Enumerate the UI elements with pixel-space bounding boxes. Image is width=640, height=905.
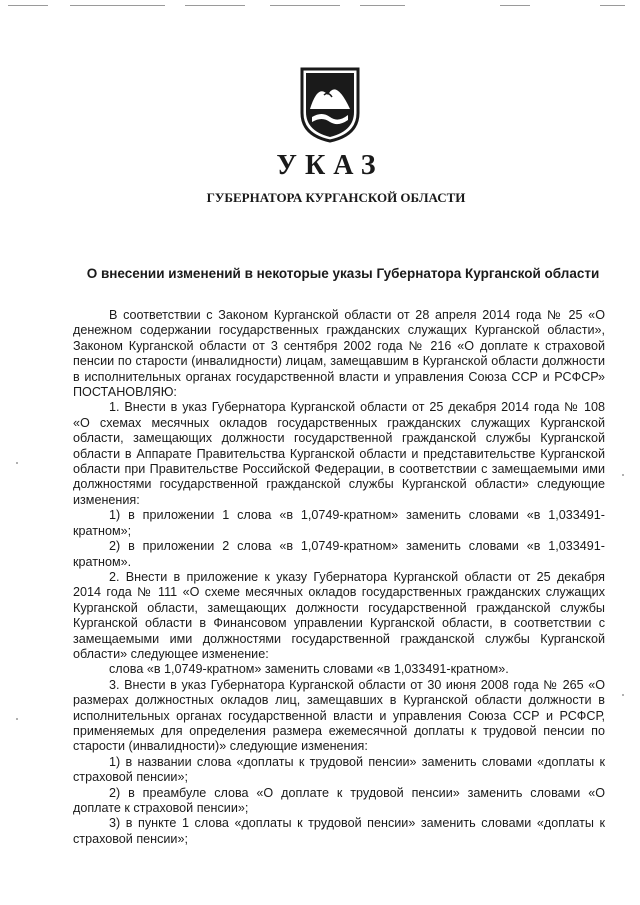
scan-header-artifact [0,2,640,12]
coat-of-arms-emblem [298,65,362,143]
item-3-paragraph: 3. Внести в указ Губернатора Курганской области от 30 июня 2008 года № 265 «О размерах должностных окладов лиц, замещавших в Курганской области должности в исполнительных органах государственной власти и управления Союза ССР и РСФСР, применяемых для определения размера ежемесячной доплаты к трудовой пенсии по старости (инвалидности)» следующие изменения: [73,677,605,754]
scan-speck [16,462,18,464]
item-3-1-paragraph: 1) в названии слова «доплаты к трудовой пенсии» заменить словами «доплаты к страховой пенсии»; [73,754,605,785]
scan-speck [16,718,18,720]
item-2-paragraph: 2. Внести в приложение к указу Губернатора Курганской области от 25 декабря 2014 года № 111 «О схеме месячных окладов государственных гражданских служащих Курганской области, замещающих должности государственной гражданской службы Курганской области в Финансовом управлении Курганской области, в соответствии с замещаемыми ими должностями государственной гражданской службы Курганской области» следующее изменение: [73,569,605,661]
decree-subject: О внесении изменений в некоторые указы Губернатора Курганской области [86,266,600,281]
item-1-2-paragraph: 2) в приложении 2 слова «в 1,0749-кратном» заменить словами «в 1,033491-кратном». [73,539,605,569]
item-2-change-paragraph: слова «в 1,0749-кратном» заменить словами «в 1,033491-кратном». [109,662,509,677]
preamble-paragraph: В соответствии с Законом Курганской области от 28 апреля 2014 года № 25 «О денежном содержании государственных гражданских служащих Курганской области», Законом Курганской области от 3 сентября 2002 года № 216 «О доплате к страховой пенсии по старости (инвалидности) лицам, замещавшим в Курганской области должности в исполнительных органах государственной власти и управления Союза ССР и РСФСР» ПОСТАНОВЛЯЮ: [73,308,605,400]
scan-speck [622,694,624,696]
issuer-title: ГУБЕРНАТОРА КУРГАНСКОЙ ОБЛАСТИ [206,190,466,205]
decree-body [73,308,605,847]
item-3-3-paragraph: 3) в пункте 1 слова «доплаты к трудовой пенсии» заменить словами «доплаты к страховой пенсии»; [73,816,605,846]
item-1-1-paragraph: 1) в приложении 1 слова «в 1,0749-кратном» заменить словами «в 1,033491-кратном»; [73,508,605,538]
item-3-2-paragraph: 2) в преамбуле слова «О доплате к трудовой пенсии» заменить словами «О доплате к страховой пенсии»; [73,785,605,815]
scan-speck [622,474,624,476]
item-1-paragraph: 1. Внести в указ Губернатора Курганской области от 25 декабря 2014 года № 108 «О схемах месячных окладов государственных гражданских служащих Курганской области, замещающих должности государственной гражданской службы Курганской области в Аппарате Правительства Курганской области и представительстве Курганской области при Правительстве Российской Федерации, в соответствии с замещаемыми ими должностями государственной гражданской службы Курганской области» следующие изменения: [73,400,605,507]
decree-title: УКАЗ [276,150,384,181]
